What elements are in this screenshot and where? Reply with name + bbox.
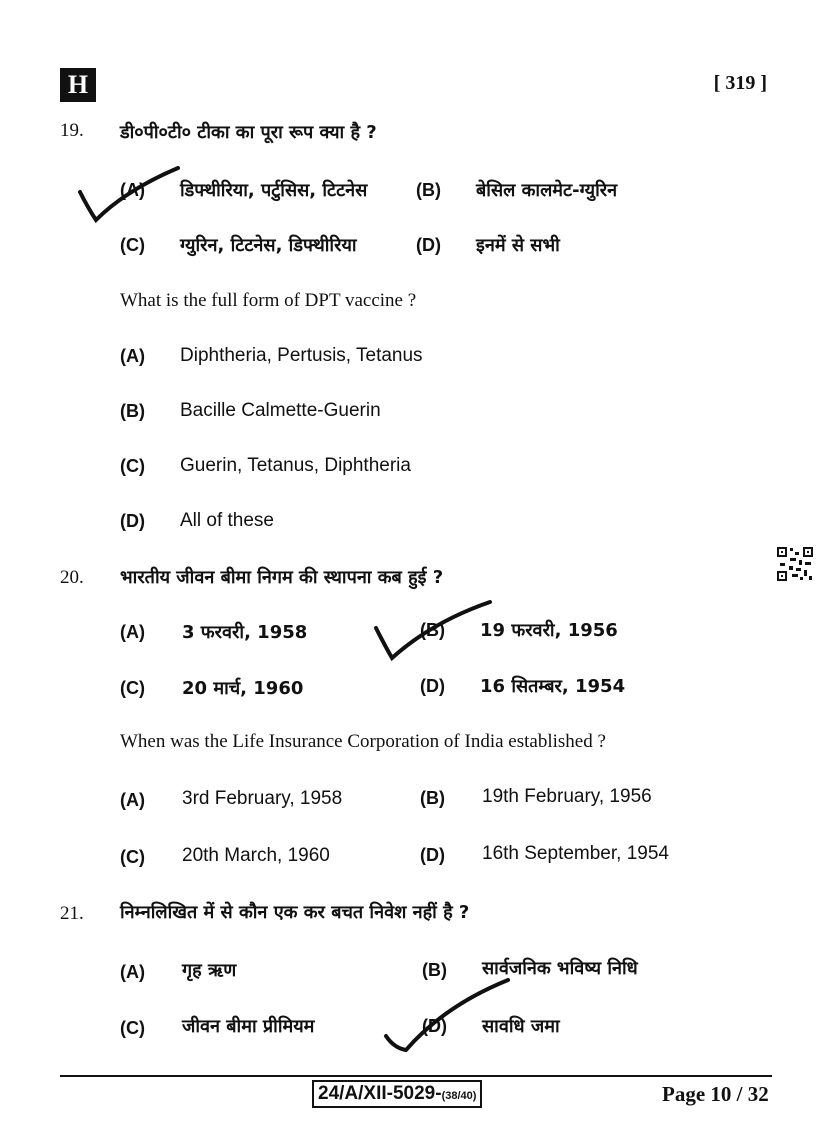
question-text-hindi: निम्नलिखित में से कौन एक कर बचत निवेश नहीं है ? bbox=[120, 902, 470, 923]
option-label: (D) bbox=[422, 1016, 447, 1036]
page-reference: [ 319 ] bbox=[713, 72, 767, 94]
option-label: (B) bbox=[420, 620, 445, 640]
option-text: ग्युरिन, टिटनेस, डिफ्थीरिया bbox=[180, 235, 357, 256]
option-label: (A) bbox=[120, 346, 145, 366]
option-text: Diphtheria, Pertusis, Tetanus bbox=[180, 345, 423, 366]
option-text: इनमें से सभी bbox=[476, 235, 560, 256]
question-number: 21. bbox=[60, 903, 84, 924]
option-text: 19th February, 1956 bbox=[482, 786, 652, 807]
option-text: All of these bbox=[180, 510, 274, 531]
question-number: 20. bbox=[60, 567, 84, 588]
option-label: (D) bbox=[420, 845, 445, 865]
option-label: (D) bbox=[420, 676, 445, 696]
qr-code-icon bbox=[776, 546, 814, 582]
option-text: बेसिल कालमेट-ग्युरिन bbox=[476, 180, 618, 201]
question-number: 19. bbox=[60, 120, 84, 141]
paper-code: 24/A/XII-5029-(38/40) bbox=[312, 1080, 482, 1108]
question-text-english: What is the full form of DPT vaccine ? bbox=[120, 290, 417, 311]
question-text-hindi: भारतीय जीवन बीमा निगम की स्थापना कब हुई ? bbox=[120, 567, 444, 588]
option-text: 20th March, 1960 bbox=[182, 845, 330, 866]
option-label: (D) bbox=[416, 235, 441, 255]
option-text: सार्वजनिक भविष्य निधि bbox=[482, 958, 638, 979]
option-label: (B) bbox=[422, 960, 447, 980]
option-text: Guerin, Tetanus, Diphtheria bbox=[180, 455, 411, 476]
section-badge: H bbox=[60, 68, 96, 102]
option-label: (C) bbox=[120, 1018, 145, 1038]
option-label: (C) bbox=[120, 847, 145, 867]
option-text: डिफ्थीरिया, पर्टुसिस, टिटनेस bbox=[180, 180, 368, 201]
option-text: Bacille Calmette-Guerin bbox=[180, 400, 381, 421]
option-text: सावधि जमा bbox=[482, 1016, 560, 1037]
option-label: (B) bbox=[420, 788, 445, 808]
option-text: 16 सितम्बर, 1954 bbox=[480, 676, 626, 697]
option-label: (B) bbox=[120, 401, 145, 421]
option-text: 3rd February, 1958 bbox=[182, 788, 343, 809]
footer-rule bbox=[60, 1075, 772, 1077]
option-label: (C) bbox=[120, 456, 145, 476]
answer-tick-icon bbox=[74, 164, 184, 228]
option-text: 19 फरवरी, 1956 bbox=[480, 620, 618, 641]
option-text: 3 फरवरी, 1958 bbox=[182, 622, 308, 643]
option-label: (A) bbox=[120, 962, 145, 982]
option-text: 16th September, 1954 bbox=[482, 843, 669, 864]
answer-tick-icon bbox=[372, 598, 494, 664]
question-text-hindi: डी०पी०टी० टीका का पूरा रूप क्या है ? bbox=[120, 122, 377, 143]
page-number: Page 10 / 32 bbox=[662, 1082, 769, 1106]
option-text: गृह ऋण bbox=[182, 960, 237, 981]
option-label: (C) bbox=[120, 235, 145, 255]
option-label: (A) bbox=[120, 180, 145, 200]
option-label: (A) bbox=[120, 622, 145, 642]
option-text: 20 मार्च, 1960 bbox=[182, 678, 304, 699]
question-text-english: When was the Life Insurance Corporation of India established ? bbox=[120, 731, 606, 752]
option-label: (B) bbox=[416, 180, 441, 200]
answer-tick-icon bbox=[382, 976, 512, 1056]
option-text: जीवन बीमा प्रीमियम bbox=[182, 1016, 315, 1037]
option-label: (A) bbox=[120, 790, 145, 810]
option-label: (C) bbox=[120, 678, 145, 698]
option-label: (D) bbox=[120, 511, 145, 531]
